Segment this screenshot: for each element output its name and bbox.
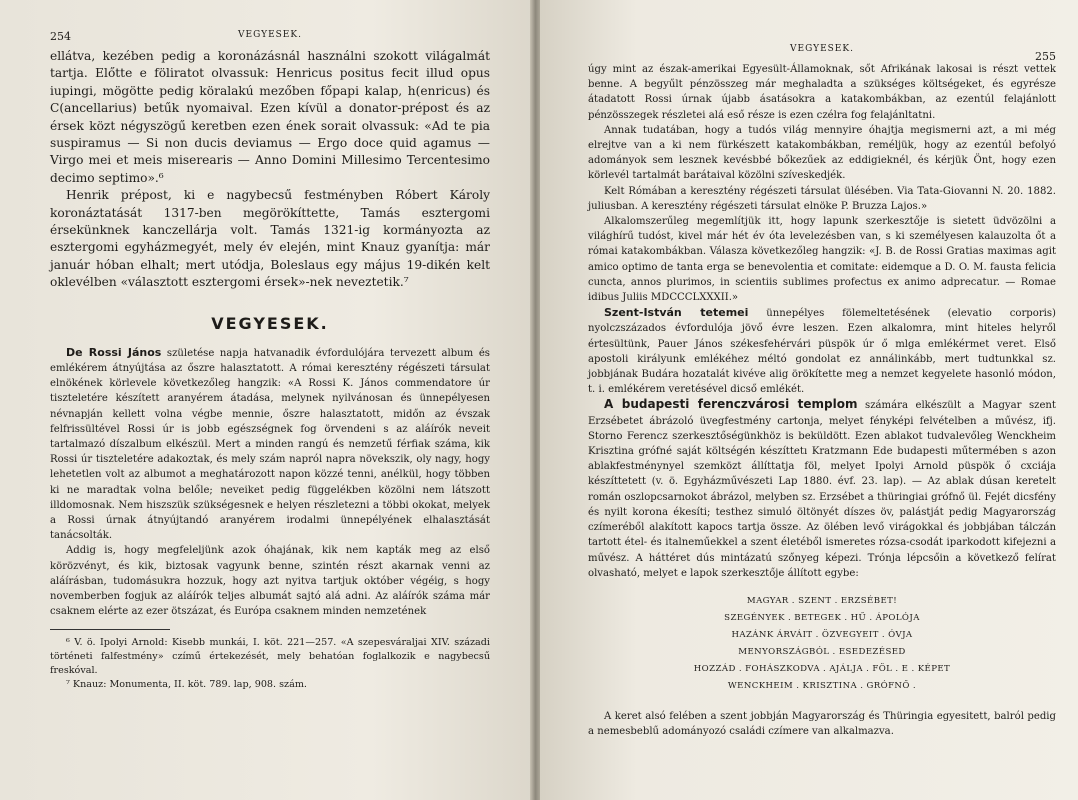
news-item-de-rossi-cont: Addig is, hogy megfeleljünk azok óhajának, kik nem kapták meg az első körözvényt, és kik, biztosak vagyunk benne, szintén részt akarnak venni az aláírásban, tudomásukra hozzuk, hogy azt nyitva tartjuk október végéig, s hogy novemberben fogjuk az aláírók teljes albumát sajtó alá adni. Az aláírók száma már csaknem elérte az ezer ötszázat, és Európa csaknem minden nemzetének xyxy=(50,545,490,618)
news-text-szent-istvan: ünnepélyes fölemeltetésének (elevatio corporis) nyolczszázados évfordulója jövő évre leszen. Ezen alkalomra, mint hiteles helyről értesültünk, Pauer János székesfehérvári püspök úr ő mlga emlékérmet veret. Első apostoli királyunk emlékéhez méltó gondolat ez annálinkább, mert tudtunkkal sz. jobbjának Budára hozatalát kivéve alig örökítette meg a nemzet kegyelete hasonló módon, t. i. emlékérem veretésével dicső emlékét. xyxy=(588,308,1056,396)
section-title: VEGYESEK. xyxy=(211,313,329,333)
inscription-line: HOZZÁD . FOHÁSZKODVA . AJÁLJA . FÖL . E . KÉPET xyxy=(693,663,951,674)
inscription-line: MAGYAR . SZENT . ERZSÉBET! xyxy=(746,595,898,606)
news-lead-szent-istvan: Szent-István tetemei xyxy=(604,306,749,320)
news-lead-de-rossi: De Rossi János xyxy=(66,345,162,359)
right-page xyxy=(540,0,1078,800)
footnote-6: ⁶ V. ö. Ipolyi Arnold: Kisebb munkái, I. köt. 221—257. «A szepesváraljai XIV. századi történeti falfestmény» czímű értekezését, mely behatóan foglalkozik e nagybecsű freskóval. xyxy=(50,637,490,677)
right-paragraph-1: úgy mint az észak-amerikai Egyesült-Államoknak, sőt Afrikának lakosai is részt vettek benne. A begyűlt pénzösszeg már meghaladta a szükséges költségeket, és egyrésze átadatott Rossi úrnak újabb ásatásokra a katakombákban, az ezentúl felajánlott pénzösszegek részletei alá eső része is ezen czélra fog felajánltatni. xyxy=(588,64,1056,121)
left-page xyxy=(0,0,532,800)
news-text-ferenczvaros: számára elkészült a Magyar szent Erzsébetet ábrázoló üvegfestmény cartonja, melyet fényképi felvételben a művész, ifj. Storno Ferencz szerkesztőségünkhöz is beküldött. Ezen ablakot tudvalevőleg Wenckheim Krisztina grófné saját költségén készíttetı Kratzmann Ede budapesti műtermében s azon ablakfestménynyel szemközt állíttatja föl, melyet Ipolyi Arnold püspök ő cxciája készíttetett (v. ö. Egyházművészeti Lap 1880. évf. 23. lap). — Az ablak dúsan keretelt román oszlopcsarnokot ábrázol, melyben sz. Erzsébet a thüringiai grófnő ül. Fejét dicsfény és nyilt korona ékesíti; testhez simuló öltönyét díszes öv, palástját pedig Magyarország czímeréből alakított kapocs tartja össze. Az ölében levő virágokkal és jobbjában tálczán tartott étel- és italneműekkel a szent életéből ismeretes rózsa-csodát iparkodott kifejezni a művész. A háttéret dús mintázatú szőnyeg képezi. Trónja lépcsőin a következő felírat olvasható, melyet e lapok szerkesztője állított egybe: xyxy=(588,400,1056,579)
news-item-de-rossi xyxy=(50,345,490,544)
inscription-line: WENCKHEIM . KRISZTINA . GRÓFNŐ . xyxy=(727,680,917,691)
left-page-number: 254 xyxy=(50,30,71,43)
inscription-line: HAZÁNK ÁRVÁIT . ÖZVEGYEIT . ÓVJA xyxy=(731,629,913,640)
inscription-block xyxy=(588,593,1056,695)
left-running-head xyxy=(50,30,490,48)
right-running-head xyxy=(588,44,1056,62)
footnote-rule xyxy=(50,629,170,630)
left-running-title: VEGYESEK. xyxy=(238,30,302,40)
right-paragraph-2: Annak tudatában, hogy a tudós világ mennyire óhajtja megismerni azt, a mi még elrejtve van a ki nem fürkészett katakombákban, reméljük, hogy az ezentúl befolyó adományok sem lesznek kevésbbé bőkezűek az eddigieknél, és kérjük Önt, hogy ezen körlevél tartalmát barátaival közölni szíveskedjék. xyxy=(588,124,1056,182)
footnote-7: ⁷ Knauz: Monumenta, II. köt. 789. lap, 908. szám. xyxy=(66,679,307,691)
news-text-de-rossi: születése napja hatvanadik évfordulójára tervezett album és emlékérem átnyújtása az őszre halasztatott. A római keresztény régészeti társulat elnökének körlevele következőleg hangzik: «A Rossi K. János commendatore úr tiszteletére készített aranyérem átadása, melynek nyilvánosan és ünnepélyesen névnapján kellett volna végbe mennie, őszre halasztatott, midőn az évszak felfrissültével Rossi úr is jobb egészségnek fog örvendeni s az aláírók neveit tartalmazó díszalbum elkészül. Mert a minden rangú és nemzetű férfiak száma, kik Rossi úr tiszteletére adakoztak, és mely szám napról napra növekszik, oly nagy, hogy lehetetlen volt az albumot a meghatározott napon közzé tenni, anélkül, hogy többen ki ne maradtak volna belőle; neveiket pedig függelékben közölni nem látszott illdomosnak. Nem hiszszük szükségesnek e helyen részletezni a többi okokat, melyek a Rossi úrnak átnyújtandó aranyérem irodalmi ünnepélyének elhalasztását tanácsolták. xyxy=(50,347,490,542)
news-lead-ferenczvaros: A budapesti ferenczvárosi templom xyxy=(604,397,858,412)
inscription-line: SZEGÉNYEK . BETEGEK . HŰ . ÁPOLÓJA xyxy=(724,612,920,623)
inscription-line: MENYORSZÁGBÓL . ESEDEZÉSED xyxy=(738,646,906,657)
right-closing-paragraph: A keret alsó felében a szent jobbján Magyarország és Thüringia egyesitett, balról pedig a nemesbeblű adományozó családi czímere van alkalmazva. xyxy=(588,710,1056,738)
left-paragraph-1: ellátva, kezében pedig a koronázásnál használni szokott világalmát tartja. Előtte e föliratot olvassuk: Henricus positus fecit illud opus iupingi, mögötte pedig köralakú mezőben főpapi kalap, h(enricus) és C(ancellarius) betűk nyomaival. Ezen kívül a donator-prépost és az érsek közt négyszögű keretben ezen ének sorait olvassuk: «Ad te pia suspiramus — Si non ducis deviamus — Ergo doce quid agamus — Virgo mei et meis miserearis — Anno Domini Millesimo Tercentesimo decimo septimo».⁶ xyxy=(50,49,490,185)
right-page-number: 255 xyxy=(1035,50,1056,63)
right-paragraph-4: Alkalomszerűleg megemlítjük itt, hogy lapunk szerkesztője is sietett üdvözölni a világhírű tudóst, kivel már hét év óta levelezésben van, s ki személyesen kalauzolta őt a római katakombákban. Válasza következőleg hangzik: «J. B. de Rossi Gratias maximas agit amico optimo de tanta erga se benevolentia et comitate: eidemque a D. O. M. fausta felicia cuncta, annos plurimos, in scientiis sublimes profectus ex animo adprecatur. — Romae idibus Juliis MDCCCLXXXII.» xyxy=(588,216,1056,304)
right-running-title: VEGYESEK. xyxy=(790,44,854,54)
news-item-szent-istvan xyxy=(588,305,1056,397)
right-paragraph-3: Kelt Rómában a keresztény régészeti társulat ülésében. Via Tata-Giovanni N. 20. 1882. juliusban. A keresztény régészeti társulat elnöke P. Bruzza Lajos.» xyxy=(588,185,1056,212)
left-paragraph-2: Henrik prépost, ki e nagybecsű festményben Róbert Károly koronáztatását 1317-ben megörökíttette, Tamás esztergomi érsekünknek kanczellárja volt. Tamás 1321-ig kormányozta az esztergomi egyházmegyét, mely év elején, mint Knauz gyanítja: már január hóban elhalt; mert utódja, Boleslaus egy május 19-dikén kelt oklevélben «választott esztergomi érsek»-nek neveztetik.⁷ xyxy=(50,188,490,290)
news-item-ferenczvaros xyxy=(588,397,1056,580)
